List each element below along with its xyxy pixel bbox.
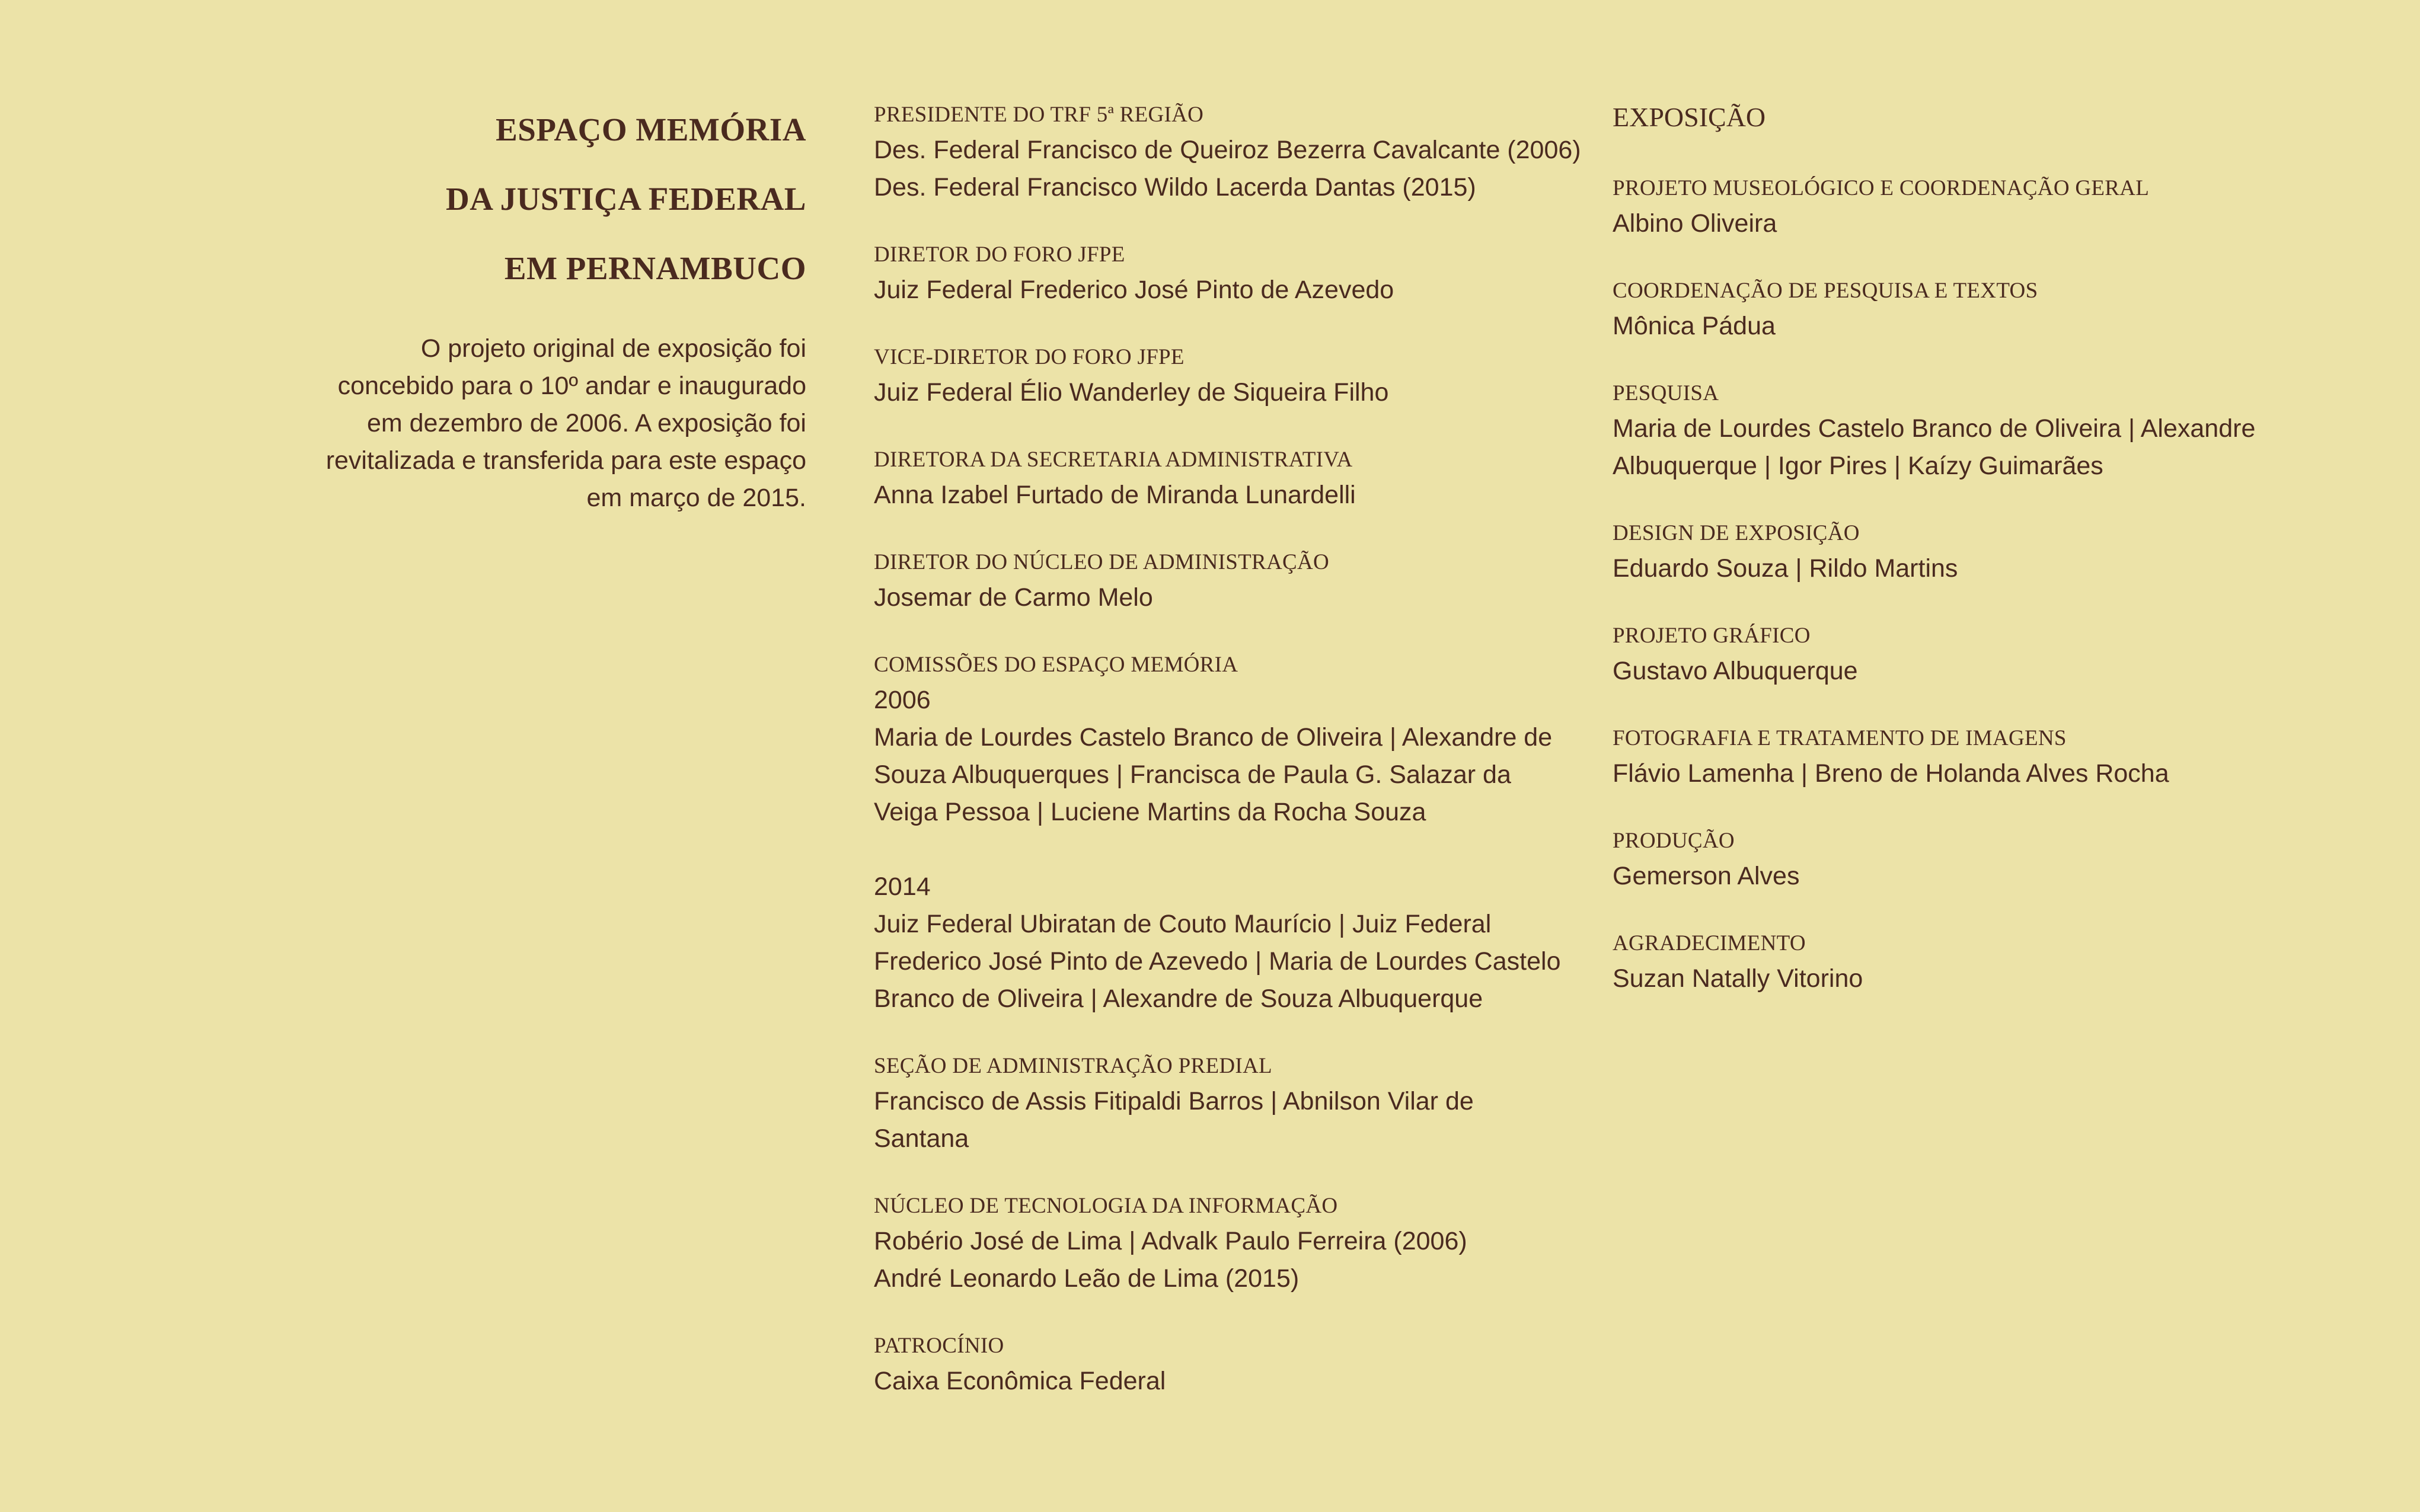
section-design bbox=[1613, 517, 2383, 587]
section-heading: PRODUÇÃO bbox=[1613, 829, 1735, 853]
section-heading: PRESIDENTE DO TRF 5ª REGIÃO bbox=[874, 103, 1204, 127]
section-presidente bbox=[874, 98, 1585, 206]
title-line: ESPAÇO MEMÓRIA bbox=[496, 111, 806, 148]
credit-line: Juiz Federal Ubiratan de Couto Maurício | Juiz Federal bbox=[874, 910, 1492, 938]
section-secao-predial bbox=[874, 1050, 1585, 1158]
section-heading: VICE-DIRETOR DO FORO JFPE bbox=[874, 345, 1185, 369]
credit-line: Des. Federal Francisco Wildo Lacerda Dantas (2015) bbox=[874, 173, 1476, 202]
credit-line: Suzan Natally Vitorino bbox=[1613, 964, 1863, 993]
credit-line: Francisco de Assis Fitipaldi Barros | Abnilson Vilar de bbox=[874, 1087, 1474, 1115]
credit-line: Maria de Lourdes Castelo Branco de Oliveira | Alexandre de bbox=[874, 723, 1553, 752]
credit-line: Juiz Federal Frederico José Pinto de Azevedo bbox=[874, 276, 1394, 304]
credit-line: Gemerson Alves bbox=[1613, 862, 1800, 890]
section-projeto-museologico bbox=[1613, 172, 2383, 242]
section-patrocinio bbox=[874, 1329, 1585, 1400]
section-agradecimento bbox=[1613, 927, 2383, 998]
year-label: 2014 bbox=[874, 872, 931, 901]
intro-line: concebido para o 10º andar e inaugurado bbox=[337, 372, 806, 400]
section-diretora-secretaria bbox=[874, 443, 1585, 514]
section-heading: SEÇÃO DE ADMINISTRAÇÃO PREDIAL bbox=[874, 1054, 1272, 1078]
credit-line: Albuquerque | Igor Pires | Kaízy Guimarães bbox=[1613, 452, 2103, 480]
credit-line: Souza Albuquerques | Francisca de Paula G. Salazar da bbox=[874, 760, 1511, 789]
credit-line: Des. Federal Francisco de Queiroz Bezerra Cavalcante (2006) bbox=[874, 136, 1581, 164]
year-label: 2006 bbox=[874, 686, 931, 714]
credit-line: Josemar de Carmo Melo bbox=[874, 583, 1153, 612]
credit-line: Anna Izabel Furtado de Miranda Lunardelli bbox=[874, 481, 1356, 509]
section-heading: FOTOGRAFIA E TRATAMENTO DE IMAGENS bbox=[1613, 726, 2067, 750]
spacer bbox=[874, 831, 1585, 868]
credit-line: Flávio Lamenha | Breno de Holanda Alves Rocha bbox=[1613, 759, 2169, 788]
section-nucleo-ti bbox=[874, 1190, 1585, 1297]
intro-line: em março de 2015. bbox=[586, 484, 806, 512]
section-fotografia bbox=[1613, 722, 2383, 792]
credit-line: Branco de Oliveira | Alexandre de Souza Albuquerque bbox=[874, 984, 1483, 1013]
intro-line: revitalizada e transferida para este espaço bbox=[325, 446, 806, 475]
credit-line: Caixa Econômica Federal bbox=[874, 1367, 1166, 1395]
section-heading: COMISSÕES DO ESPAÇO MEMÓRIA bbox=[874, 653, 1238, 677]
intro-line: O projeto original de exposição foi bbox=[420, 334, 806, 363]
title-line: EM PERNAMBUCO bbox=[504, 250, 806, 286]
section-coordenacao-pesquisa bbox=[1613, 274, 2383, 345]
credit-line: Mônica Pádua bbox=[1613, 312, 1776, 340]
middle-column bbox=[874, 98, 1585, 1432]
intro-line: em dezembro de 2006. A exposição foi bbox=[366, 409, 806, 437]
section-heading: COORDENAÇÃO DE PESQUISA E TEXTOS bbox=[1613, 279, 2038, 303]
section-projeto-grafico bbox=[1613, 619, 2383, 690]
credit-line: Juiz Federal Élio Wanderley de Siqueira Filho bbox=[874, 378, 1389, 407]
credit-line: Eduardo Souza | Rildo Martins bbox=[1613, 554, 1958, 583]
credit-line: Frederico José Pinto de Azevedo | Maria de Lourdes Castelo bbox=[874, 947, 1561, 976]
section-heading: DIRETOR DO FORO JFPE bbox=[874, 242, 1125, 267]
section-diretor-foro bbox=[874, 238, 1585, 309]
credit-line: Robério José de Lima | Advalk Paulo Ferreira (2006) bbox=[874, 1227, 1467, 1255]
intro-paragraph bbox=[308, 330, 806, 517]
section-heading: PROJETO GRÁFICO bbox=[1613, 624, 1811, 648]
title-line: DA JUSTIÇA FEDERAL bbox=[445, 181, 806, 217]
credit-line: Gustavo Albuquerque bbox=[1613, 657, 1858, 685]
exposicao-title: EXPOSIÇÃO bbox=[1613, 102, 1766, 132]
credit-line: Veiga Pessoa | Luciene Martins da Rocha Souza bbox=[874, 798, 1426, 826]
section-producao bbox=[1613, 824, 2383, 895]
section-pesquisa bbox=[1613, 377, 2383, 485]
section-heading: NÚCLEO DE TECNOLOGIA DA INFORMAÇÃO bbox=[874, 1194, 1338, 1218]
credit-line: Santana bbox=[874, 1124, 969, 1153]
section-heading: PATROCÍNIO bbox=[874, 1334, 1004, 1358]
section-heading: DIRETOR DO NÚCLEO DE ADMINISTRAÇÃO bbox=[874, 550, 1330, 574]
section-comissoes bbox=[874, 648, 1585, 1018]
section-heading: AGRADECIMENTO bbox=[1613, 931, 1806, 955]
section-heading: PESQUISA bbox=[1613, 381, 1719, 405]
section-heading: PROJETO MUSEOLÓGICO E COORDENAÇÃO GERAL bbox=[1613, 176, 2150, 200]
section-diretor-nucleo bbox=[874, 546, 1585, 616]
credit-line: Albino Oliveira bbox=[1613, 209, 1777, 238]
left-column bbox=[308, 95, 806, 517]
credit-line: Maria de Lourdes Castelo Branco de Oliveira | Alexandre bbox=[1613, 414, 2256, 443]
section-vice-diretor bbox=[874, 341, 1585, 411]
right-column bbox=[1613, 98, 2383, 1030]
section-heading: DESIGN DE EXPOSIÇÃO bbox=[1613, 521, 1860, 545]
section-heading: DIRETORA DA SECRETARIA ADMINISTRATIVA bbox=[874, 447, 1353, 472]
credit-line: André Leonardo Leão de Lima (2015) bbox=[874, 1264, 1300, 1293]
